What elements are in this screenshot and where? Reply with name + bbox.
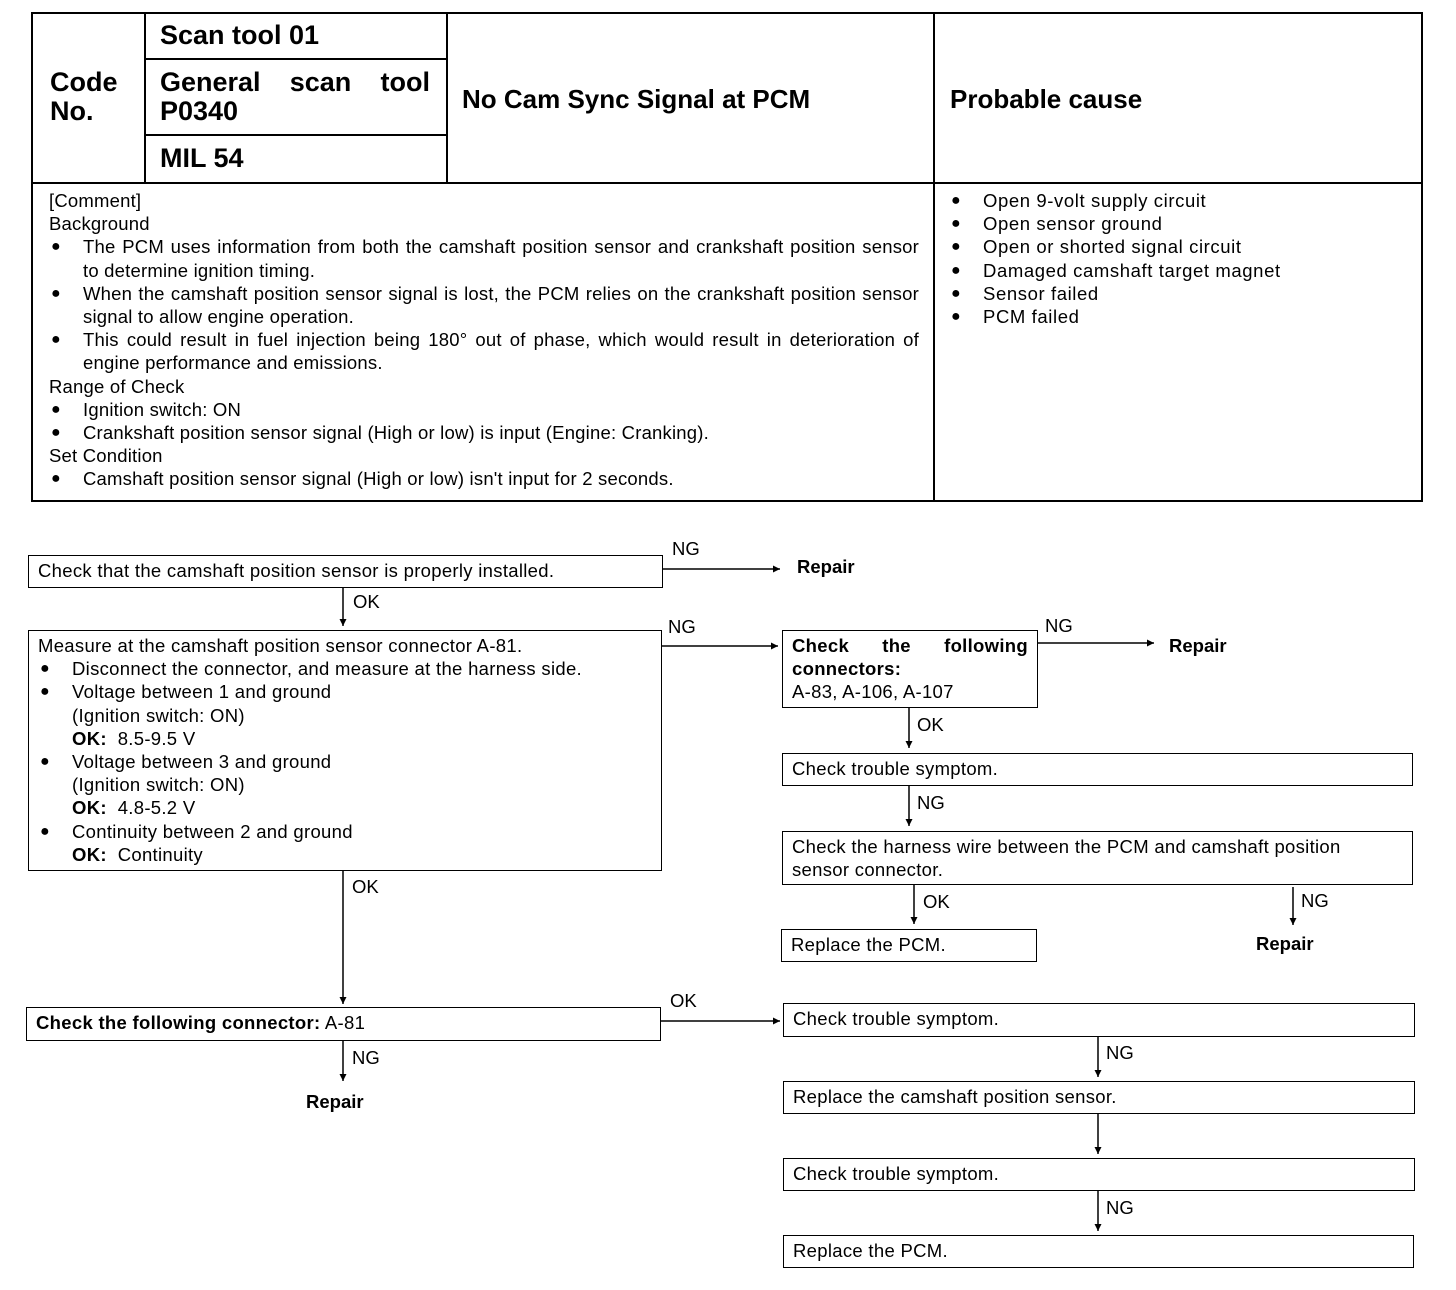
background-label: Background <box>49 213 150 235</box>
step-check-connector-a81: Check the following connector: A-81 <box>26 1007 661 1041</box>
repair-label: Repair <box>306 1091 364 1112</box>
ng-label: NG <box>1106 1042 1134 1063</box>
list-item: ● PCM failed <box>949 305 1409 328</box>
list-item: ● Disconnect the connector, and measure at the harness side. <box>38 657 652 680</box>
step-check-sensor-installed: Check that the camshaft position sensor is properly installed. <box>28 555 663 588</box>
ok-label: OK <box>917 714 944 735</box>
code-no-label: Code No. <box>50 67 118 126</box>
ng-label: NG <box>672 538 700 559</box>
set-condition-label: Set Condition <box>49 445 163 467</box>
list-item: ● When the camshaft position sensor signal is lost, the PCM relies on the crankshaft position sensor signal to allow engine operation. <box>49 282 919 328</box>
step-trouble-symptom-1: Check trouble symptom. <box>782 753 1413 786</box>
general-scan-tool-code: General scan tool P0340 <box>160 67 430 126</box>
list-item: ● Open sensor ground <box>949 212 1409 235</box>
list-item: ● Voltage between 1 and ground (Ignition switch: ON) OK: 8.5-9.5 V <box>38 680 652 750</box>
range-label: Range of Check <box>49 375 185 397</box>
list-item: ● This could result in fuel injection being 180° out of phase, which would result in deterioration of engine performance and emissions. <box>49 328 919 374</box>
ng-label: NG <box>668 616 696 637</box>
ok-label: OK <box>352 876 379 897</box>
step-trouble-symptom-2: Check trouble symptom. <box>783 1003 1415 1037</box>
list-item: ● Voltage between 3 and ground (Ignition switch: ON) OK: 4.8-5.2 V <box>38 750 652 820</box>
ng-label: NG <box>352 1047 380 1068</box>
list-item: ● Ignition switch: ON <box>49 398 919 421</box>
list-item: ● Crankshaft position sensor signal (High or low) is input (Engine: Cranking). <box>49 421 919 444</box>
step-trouble-symptom-3: Check trouble symptom. <box>783 1158 1415 1191</box>
list-item: ● Open or shorted signal circuit <box>949 235 1409 258</box>
ok-label: OK <box>670 990 697 1011</box>
step-check-harness: Check the harness wire between the PCM and camshaft position sensor connector. <box>782 831 1413 885</box>
measure-title: Measure at the camshaft position sensor connector A-81. <box>38 635 523 656</box>
probable-cause-heading: Probable cause <box>950 84 1143 114</box>
step-check-connectors: Check the following connectors: A-83, A-106, A-107 <box>782 630 1038 708</box>
step-replace-sensor: Replace the camshaft position sensor. <box>783 1081 1415 1114</box>
list-item: ● The PCM uses information from both the camshaft position sensor and crankshaft position sensor to determine ignition timing. <box>49 235 919 281</box>
ng-label: NG <box>917 792 945 813</box>
comment-heading: [Comment] <box>49 190 142 211</box>
page-title: No Cam Sync Signal at PCM <box>462 84 811 114</box>
repair-label: Repair <box>1256 933 1314 954</box>
list-item: ● Continuity between 2 and ground OK: Continuity <box>38 820 652 866</box>
repair-label: Repair <box>1169 635 1227 656</box>
mil-code: MIL 54 <box>160 143 244 173</box>
list-item: ● Damaged camshaft target magnet <box>949 259 1409 282</box>
ng-label: NG <box>1301 890 1329 911</box>
ok-label: OK <box>353 591 380 612</box>
repair-label: Repair <box>797 556 855 577</box>
step-measure-connector <box>28 630 662 871</box>
list-item: ● Open 9-volt supply circuit <box>949 189 1409 212</box>
step-replace-pcm-2: Replace the PCM. <box>783 1235 1414 1268</box>
scan-tool-code: Scan tool 01 <box>160 20 320 50</box>
step-replace-pcm-1: Replace the PCM. <box>781 929 1037 962</box>
ng-label: NG <box>1045 615 1073 636</box>
ng-label: NG <box>1106 1197 1134 1218</box>
list-item: ● Camshaft position sensor signal (High or low) isn't input for 2 seconds. <box>49 467 919 490</box>
ok-label: OK <box>923 891 950 912</box>
list-item: ● Sensor failed <box>949 282 1409 305</box>
